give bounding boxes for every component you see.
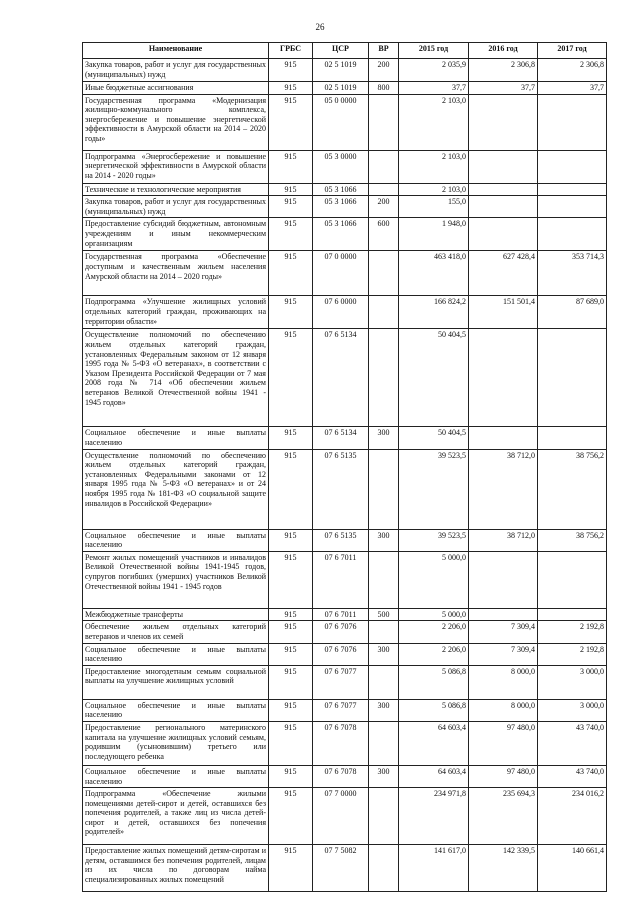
row-csr: 07 6 7077 xyxy=(313,699,369,721)
row-vr xyxy=(369,665,399,699)
row-vr: 300 xyxy=(369,699,399,721)
table-body xyxy=(83,59,607,892)
row-2015: 39 523,5 xyxy=(399,529,469,551)
row-grbs: 915 xyxy=(269,427,313,449)
table-row xyxy=(83,183,607,196)
row-2016: 38 712,0 xyxy=(469,449,538,529)
row-2017: 353 714,3 xyxy=(538,251,607,296)
table-row xyxy=(83,59,607,82)
row-2017 xyxy=(538,196,607,218)
table-row xyxy=(83,82,607,95)
row-2015: 1 948,0 xyxy=(399,218,469,251)
row-2017: 37,7 xyxy=(538,82,607,95)
table-row xyxy=(83,608,607,621)
row-name: Осуществление полномочий по обеспечению жильем отдельных категорий граждан, установленных Федеральными законами от 12 января 1995 года № 5-ФЗ «О ветеранах» и от 24 ноября 1995 года № 181-ФЗ «О социальной защите инвалидов в Российской Федерации» xyxy=(83,449,269,529)
row-name: Подпрограмма «Обеспечение жилыми помещениями детей-сирот и детей, оставшихся без попечения родителей, а также лиц из числа детей-сирот и детей, оставшихся без попечения родителей» xyxy=(83,788,269,845)
row-2016: 38 712,0 xyxy=(469,529,538,551)
table-row xyxy=(83,699,607,721)
row-2016: 7 309,4 xyxy=(469,643,538,665)
table-row xyxy=(83,296,607,329)
row-name: Технические и технологические мероприятия xyxy=(83,183,269,196)
row-grbs: 915 xyxy=(269,529,313,551)
row-name: Закупка товаров, работ и услуг для государственных (муниципальных) нужд xyxy=(83,196,269,218)
row-2015: 166 824,2 xyxy=(399,296,469,329)
row-2015: 5 000,0 xyxy=(399,551,469,608)
row-2016: 2 306,8 xyxy=(469,59,538,82)
row-vr xyxy=(369,449,399,529)
row-2016 xyxy=(469,150,538,183)
table-row xyxy=(83,329,607,427)
row-name: Социальное обеспечение и иные выплаты населению xyxy=(83,699,269,721)
row-vr xyxy=(369,94,399,150)
row-csr: 07 6 5135 xyxy=(313,529,369,551)
row-grbs: 915 xyxy=(269,196,313,218)
row-grbs: 915 xyxy=(269,449,313,529)
header-row xyxy=(83,43,607,59)
row-2015: 2 103,0 xyxy=(399,150,469,183)
row-grbs: 915 xyxy=(269,621,313,643)
row-csr: 05 3 1066 xyxy=(313,218,369,251)
header-grbs: ГРБС xyxy=(269,43,313,59)
row-grbs: 915 xyxy=(269,665,313,699)
table-row xyxy=(83,196,607,218)
row-2015: 2 206,0 xyxy=(399,621,469,643)
row-2016: 627 428,4 xyxy=(469,251,538,296)
row-name: Предоставление регионального материнского капитала на улучшение жилищных условий семьям, родившим (усыновившим) третьего или последующего ребенка xyxy=(83,721,269,765)
row-vr xyxy=(369,251,399,296)
row-vr xyxy=(369,621,399,643)
row-2015: 50 404,5 xyxy=(399,427,469,449)
row-2015: 5 086,8 xyxy=(399,699,469,721)
row-2016: 235 694,3 xyxy=(469,788,538,845)
row-name: Обеспечение жильем отдельных категорий ветеранов и членов их семей xyxy=(83,621,269,643)
row-grbs: 915 xyxy=(269,218,313,251)
header-2015: 2015 год xyxy=(399,43,469,59)
row-csr: 07 6 7077 xyxy=(313,665,369,699)
row-2017: 43 740,0 xyxy=(538,765,607,787)
row-name: Социальное обеспечение и иные выплаты населению xyxy=(83,765,269,787)
row-csr: 07 6 0000 xyxy=(313,296,369,329)
row-grbs: 915 xyxy=(269,845,313,892)
row-grbs: 915 xyxy=(269,251,313,296)
row-2015: 2 103,0 xyxy=(399,94,469,150)
row-2017: 2 192,8 xyxy=(538,621,607,643)
row-vr: 200 xyxy=(369,196,399,218)
row-csr: 07 6 5134 xyxy=(313,427,369,449)
row-2016: 142 339,5 xyxy=(469,845,538,892)
table-row xyxy=(83,427,607,449)
row-2016 xyxy=(469,329,538,427)
row-vr: 600 xyxy=(369,218,399,251)
row-2015: 2 035,9 xyxy=(399,59,469,82)
header-vr: ВР xyxy=(369,43,399,59)
row-csr: 07 6 7078 xyxy=(313,721,369,765)
row-vr xyxy=(369,150,399,183)
row-csr: 05 3 1066 xyxy=(313,183,369,196)
row-2016 xyxy=(469,94,538,150)
row-2016: 97 480,0 xyxy=(469,721,538,765)
page-number: 26 xyxy=(315,22,325,32)
row-csr: 07 0 0000 xyxy=(313,251,369,296)
row-vr xyxy=(369,788,399,845)
table-row xyxy=(83,150,607,183)
row-vr: 800 xyxy=(369,82,399,95)
row-2015: 64 603,4 xyxy=(399,765,469,787)
row-2016: 8 000,0 xyxy=(469,665,538,699)
table-row xyxy=(83,449,607,529)
row-csr: 02 5 1019 xyxy=(313,59,369,82)
row-name: Социальное обеспечение и иные выплаты населению xyxy=(83,643,269,665)
row-2015: 50 404,5 xyxy=(399,329,469,427)
row-2017: 2 306,8 xyxy=(538,59,607,82)
row-2016: 37,7 xyxy=(469,82,538,95)
row-2017 xyxy=(538,183,607,196)
row-2015: 64 603,4 xyxy=(399,721,469,765)
row-2017: 2 192,8 xyxy=(538,643,607,665)
row-grbs: 915 xyxy=(269,150,313,183)
row-2016 xyxy=(469,196,538,218)
row-vr xyxy=(369,721,399,765)
table-row xyxy=(83,621,607,643)
row-2016 xyxy=(469,427,538,449)
row-vr: 300 xyxy=(369,643,399,665)
row-2017 xyxy=(538,94,607,150)
row-vr: 300 xyxy=(369,427,399,449)
row-grbs: 915 xyxy=(269,608,313,621)
table-row xyxy=(83,721,607,765)
row-name: Осуществление полномочий по обеспечению жильем отдельных категорий граждан, установленных Федеральным законом от 12 января 1995 года № 5-ФЗ «О ветеранах», в соответствии с Указом Президента Российской Федерации от 7 мая 2008 года № 714 «Об обеспечении жильем ветеранов Великой Отечественной войны 1941 - 1945 годов» xyxy=(83,329,269,427)
row-vr xyxy=(369,551,399,608)
row-csr: 02 5 1019 xyxy=(313,82,369,95)
header-2017: 2017 год xyxy=(538,43,607,59)
row-name: Иные бюджетные ассигнования xyxy=(83,82,269,95)
row-grbs: 915 xyxy=(269,721,313,765)
row-name: Государственная программа «Модернизация жилищно-коммунального комплекса, энергосбережение и повышение энергетической эффективности в Амурской области на 2014 – 2020 годы» xyxy=(83,94,269,150)
row-name: Закупка товаров, работ и услуг для государственных (муниципальных) нужд xyxy=(83,59,269,82)
row-2017: 43 740,0 xyxy=(538,721,607,765)
row-2015: 5 086,8 xyxy=(399,665,469,699)
row-vr xyxy=(369,183,399,196)
row-2015: 141 617,0 xyxy=(399,845,469,892)
row-grbs: 915 xyxy=(269,94,313,150)
row-2017: 87 689,0 xyxy=(538,296,607,329)
row-grbs: 915 xyxy=(269,183,313,196)
table-row xyxy=(83,765,607,787)
row-name: Социальное обеспечение и иные выплаты населению xyxy=(83,529,269,551)
row-2017 xyxy=(538,150,607,183)
row-2015: 463 418,0 xyxy=(399,251,469,296)
row-name: Предоставление жилых помещений детям-сиротам и детям, оставшимся без попечения родителей, лицам из их числа по договорам найма специализированных жилых помещений xyxy=(83,845,269,892)
row-2016: 7 309,4 xyxy=(469,621,538,643)
row-2015: 2 103,0 xyxy=(399,183,469,196)
row-2017 xyxy=(538,551,607,608)
row-csr: 05 3 1066 xyxy=(313,196,369,218)
row-vr: 200 xyxy=(369,59,399,82)
row-grbs: 915 xyxy=(269,643,313,665)
row-csr: 07 6 7011 xyxy=(313,551,369,608)
row-name: Межбюджетные трансферты xyxy=(83,608,269,621)
row-2015: 37,7 xyxy=(399,82,469,95)
header-csr: ЦСР xyxy=(313,43,369,59)
row-2017: 3 000,0 xyxy=(538,665,607,699)
header-2016: 2016 год xyxy=(469,43,538,59)
row-2016: 97 480,0 xyxy=(469,765,538,787)
row-vr: 300 xyxy=(369,765,399,787)
row-csr: 07 7 5082 xyxy=(313,845,369,892)
row-2016 xyxy=(469,551,538,608)
row-2016 xyxy=(469,183,538,196)
table-row xyxy=(83,218,607,251)
row-grbs: 915 xyxy=(269,296,313,329)
table-row xyxy=(83,845,607,892)
table-row xyxy=(83,529,607,551)
row-name: Государственная программа «Обеспечение доступным и качественным жильем населения Амурской области на 2014 – 2020 годы» xyxy=(83,251,269,296)
row-csr: 07 7 0000 xyxy=(313,788,369,845)
row-csr: 07 6 5135 xyxy=(313,449,369,529)
row-grbs: 915 xyxy=(269,699,313,721)
row-name: Подпрограмма «Улучшение жилищных условий отдельных категорий граждан, проживающих на территории области» xyxy=(83,296,269,329)
row-csr: 07 6 7078 xyxy=(313,765,369,787)
row-2017 xyxy=(538,218,607,251)
row-2017 xyxy=(538,427,607,449)
row-csr: 05 0 0000 xyxy=(313,94,369,150)
row-2015: 234 971,8 xyxy=(399,788,469,845)
row-2017: 234 016,2 xyxy=(538,788,607,845)
row-vr: 300 xyxy=(369,529,399,551)
row-grbs: 915 xyxy=(269,329,313,427)
row-name: Предоставление субсидий бюджетным, автономным учреждениям и иным некоммерческим организациям xyxy=(83,218,269,251)
row-2017 xyxy=(538,329,607,427)
table-row xyxy=(83,665,607,699)
row-vr xyxy=(369,329,399,427)
row-name: Ремонт жилых помещений участников и инвалидов Великой Отечественной войны 1941-1945 годов, супругов погибших (умерших) участников Великой Отечественной войны 1941 - 1945 годов xyxy=(83,551,269,608)
table-row xyxy=(83,94,607,150)
row-2015: 2 206,0 xyxy=(399,643,469,665)
row-grbs: 915 xyxy=(269,788,313,845)
row-csr: 07 6 7011 xyxy=(313,608,369,621)
row-csr: 05 3 0000 xyxy=(313,150,369,183)
header-name: Наименование xyxy=(83,43,269,59)
row-2015: 155,0 xyxy=(399,196,469,218)
row-2017: 38 756,2 xyxy=(538,449,607,529)
budget-table xyxy=(82,42,607,892)
row-2017: 38 756,2 xyxy=(538,529,607,551)
row-2015: 39 523,5 xyxy=(399,449,469,529)
table-row xyxy=(83,643,607,665)
row-grbs: 915 xyxy=(269,59,313,82)
row-csr: 07 6 7076 xyxy=(313,643,369,665)
table-row xyxy=(83,251,607,296)
table-row xyxy=(83,788,607,845)
row-2017: 3 000,0 xyxy=(538,699,607,721)
table-row xyxy=(83,551,607,608)
row-2017 xyxy=(538,608,607,621)
row-2016 xyxy=(469,218,538,251)
row-csr: 07 6 7076 xyxy=(313,621,369,643)
row-2015: 5 000,0 xyxy=(399,608,469,621)
row-grbs: 915 xyxy=(269,82,313,95)
row-vr: 500 xyxy=(369,608,399,621)
row-grbs: 915 xyxy=(269,551,313,608)
row-vr xyxy=(369,845,399,892)
row-2016: 151 501,4 xyxy=(469,296,538,329)
row-name: Социальное обеспечение и иные выплаты населению xyxy=(83,427,269,449)
row-2017: 140 661,4 xyxy=(538,845,607,892)
row-name: Предоставление многодетным семьям социальной выплаты на улучшение жилищных условий xyxy=(83,665,269,699)
row-grbs: 915 xyxy=(269,765,313,787)
row-csr: 07 6 5134 xyxy=(313,329,369,427)
row-vr xyxy=(369,296,399,329)
row-2016 xyxy=(469,608,538,621)
row-2016: 8 000,0 xyxy=(469,699,538,721)
row-name: Подпрограмма «Энергосбережение и повышение энергетической эффективности в Амурской области на 2014 - 2020 годы» xyxy=(83,150,269,183)
